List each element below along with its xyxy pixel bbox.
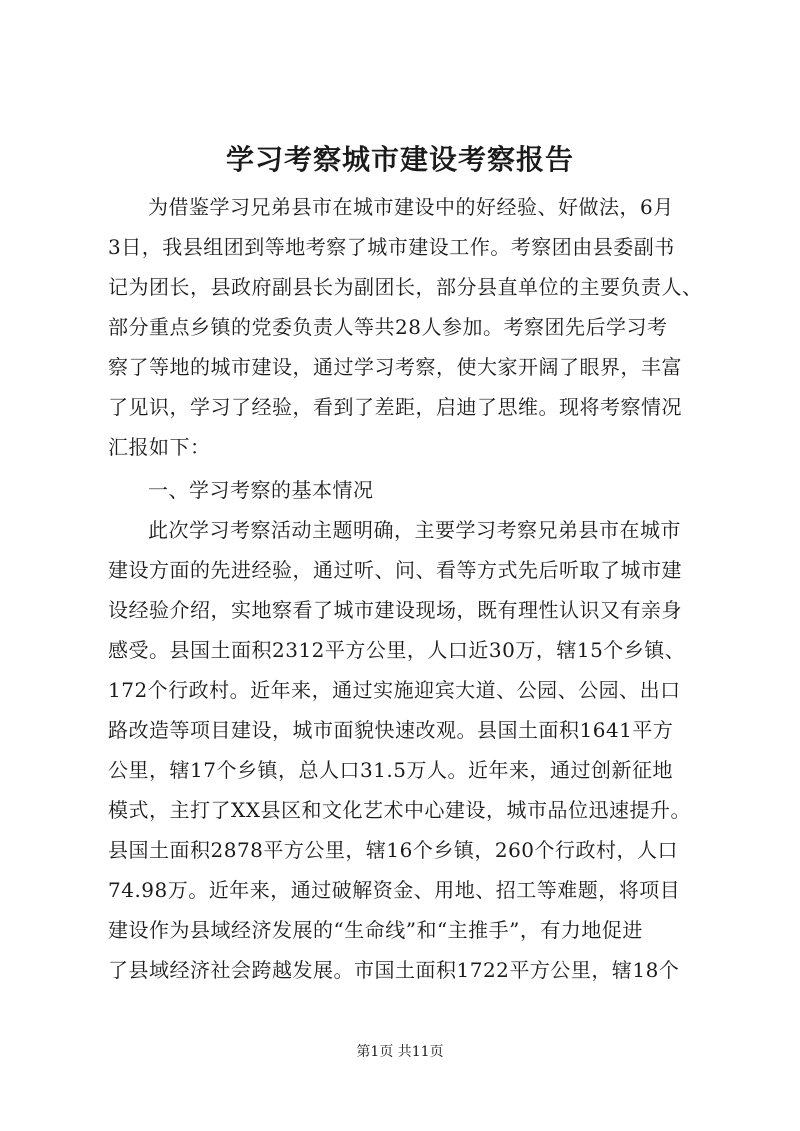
section-heading: 一、学习考察的基本情况 — [148, 478, 374, 502]
document-title: 学习考察城市建设考察报告 — [225, 143, 574, 176]
paragraph-line: 了县域经济社会跨越发展。市国土面积1722平方公里，辖18个 — [108, 958, 680, 982]
page-footer: 第1页 共11页 — [356, 1044, 444, 1060]
paragraph-line: 此次学习考察活动主题明确，主要学习考察兄弟县市在城市 — [148, 518, 681, 542]
paragraph-line: 建设方面的先进经验，通过听、问、看等方式先后听取了城市建 — [108, 558, 682, 582]
paragraph-line: 部分重点乡镇的党委负责人等共28人参加。考察团先后学习考 — [108, 315, 668, 339]
paragraph-line: 为借鉴学习兄弟县市在城市建设中的好经验、好做法，6月 — [148, 195, 674, 219]
paragraph-line: 建设作为县域经济发展的“生命线”和“主推手”，有力地促进 — [108, 918, 643, 942]
paragraph-line: 县国土面积2878平方公里，辖16个乡镇，260个行政村，人口 — [108, 838, 679, 862]
paragraph-line: 172个行政村。近年来，通过实施迎宾大道、公园、公园、出口 — [108, 678, 681, 702]
paragraph-line: 汇报如下： — [108, 435, 211, 459]
paragraph-line: 记为团长，县政府副县长为副团长，部分县直单位的主要负责人、 — [108, 275, 703, 299]
paragraph-line: 3日，我县组团到等地考察了城市建设工作。考察团由县委副书 — [108, 235, 675, 259]
paragraph-line: 设经验介绍，实地察看了城市建设现场，既有理性认识又有亲身 — [108, 598, 682, 622]
paragraph-line: 74.98万。近年来，通过破解资金、用地、招工等难题，将项目 — [108, 878, 681, 902]
paragraph-line: 模式，主打了XX县区和文化艺术中心建设，城市品位迅速提升。 — [108, 798, 691, 822]
paragraph-line: 了见识，学习了经验，看到了差距，启迪了思维。现将考察情况 — [108, 395, 682, 419]
paragraph-line: 路改造等项目建设，城市面貌快速改观。县国土面积1641平方 — [108, 718, 674, 742]
paragraph-line: 感受。县国土面积2312平方公里，人口近30万，辖15个乡镇、 — [108, 638, 686, 662]
paragraph-line: 公里，辖17个乡镇，总人口31.5万人。近年来，通过创新征地 — [108, 758, 673, 782]
paragraph-line: 察了等地的城市建设，通过学习考察，使大家开阔了眼界，丰富 — [108, 355, 682, 379]
